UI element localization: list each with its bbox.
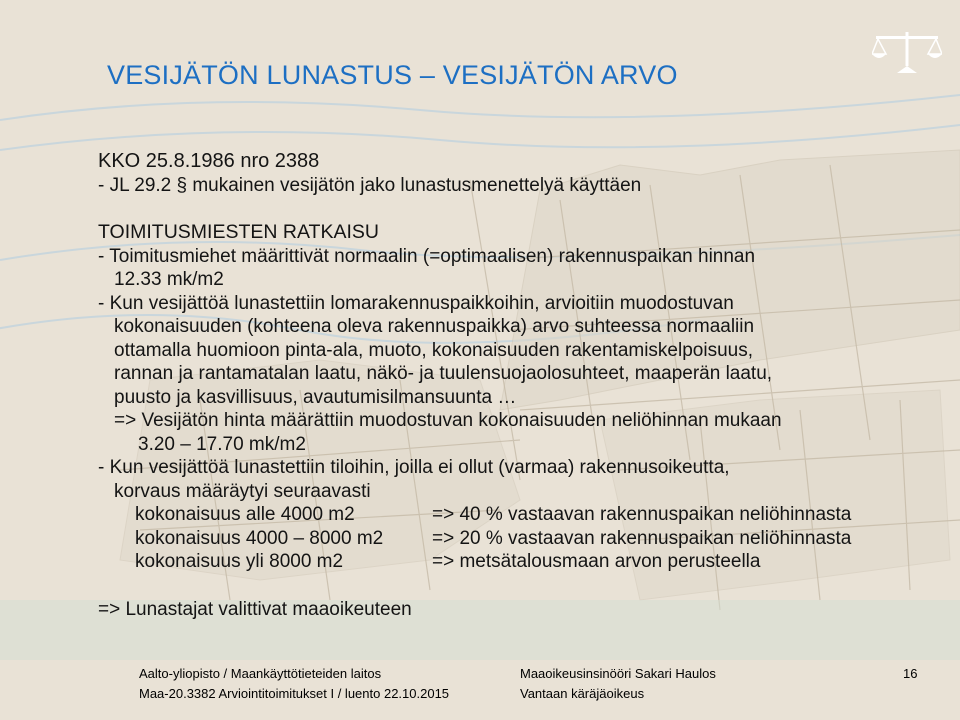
case-reference: KKO 25.8.1986 nro 2388: [98, 150, 320, 172]
footer-court: Vantaan käräjäoikeus: [520, 686, 645, 701]
rule-row: [98, 527, 948, 551]
bullet-1-line-2: 12.33 mk/m2: [114, 269, 224, 290]
conclusion: => Lunastajat valittivat maaoikeuteen: [98, 598, 412, 620]
rule-result: => 40 % vastaavan rakennuspaikan neliöhinnasta: [432, 504, 852, 525]
rule-condition: kokonaisuus alle 4000 m2: [135, 504, 355, 525]
footer-organization: Aalto-yliopisto / Maankäyttötieteiden laitos: [139, 666, 382, 681]
slide-content: [98, 150, 948, 621]
rule-condition: kokonaisuus 4000 – 8000 m2: [135, 527, 384, 549]
bullet-2-price-range: 3.20 – 17.70 mk/m2: [138, 433, 306, 455]
rule-condition: kokonaisuus yli 8000 m2: [135, 551, 344, 572]
bullet-2-line-2: kokonaisuuden (kohteena oleva rakennuspaikka) arvo suhteessa normaaliin: [114, 316, 755, 337]
bullet-2-line-3: ottamalla huomioon pinta-ala, muoto, kokonaisuuden rakentamiskelpoisuus,: [114, 339, 753, 361]
bullet-3-line-2: korvaus määräytyi seuraavasti: [114, 480, 371, 502]
slide-footer: [0, 660, 960, 720]
bullet-3-line-1: - Kun vesijättöä lunastettiin tiloihin, joilla ei ollut (varmaa) rakennusoikeutta,: [98, 457, 730, 478]
slide-title: VESIJÄTÖN LUNASTUS – VESIJÄTÖN ARVO: [107, 60, 678, 90]
law-reference: - JL 29.2 § mukainen vesijätön jako lunastusmenettelyä käyttäen: [98, 174, 642, 196]
rule-result: => metsätalousmaan arvon perusteella: [432, 551, 761, 572]
bullet-2-line-5: puusto ja kasvillisuus, avautumisilmansuunta …: [114, 386, 517, 408]
section-heading: TOIMITUSMIESTEN RATKAISU: [98, 221, 379, 243]
bullet-2-line-1: - Kun vesijättöä lunastettiin lomarakennuspaikkoihin, arvioitiin muodostuvan: [98, 292, 734, 314]
bullet-2-line-4: rannan ja rantamatalan laatu, näkö- ja tuulensuojaolosuhteet, maaperän laatu,: [114, 363, 773, 384]
rule-result: => 20 % vastaavan rakennuspaikan neliöhinnasta: [432, 527, 852, 549]
footer-author: Maaoikeusinsinööri Sakari Haulos: [520, 666, 716, 681]
page-number: 16: [903, 666, 918, 681]
rule-row: [98, 550, 948, 574]
bullet-2-result: => Vesijätön hinta määrättiin muodostuvan kokonaisuuden neliöhinnan mukaan: [114, 410, 782, 431]
bullet-1-line-1: - Toimitusmiehet määrittivät normaalin (=optimaalisen) rakennuspaikan hinnan: [98, 245, 756, 267]
footer-course: Maa-20.3382 Arviointitoimitukset I / luento 22.10.2015: [139, 686, 450, 701]
rule-row: [98, 503, 948, 527]
scales-of-justice-icon: [872, 30, 942, 74]
